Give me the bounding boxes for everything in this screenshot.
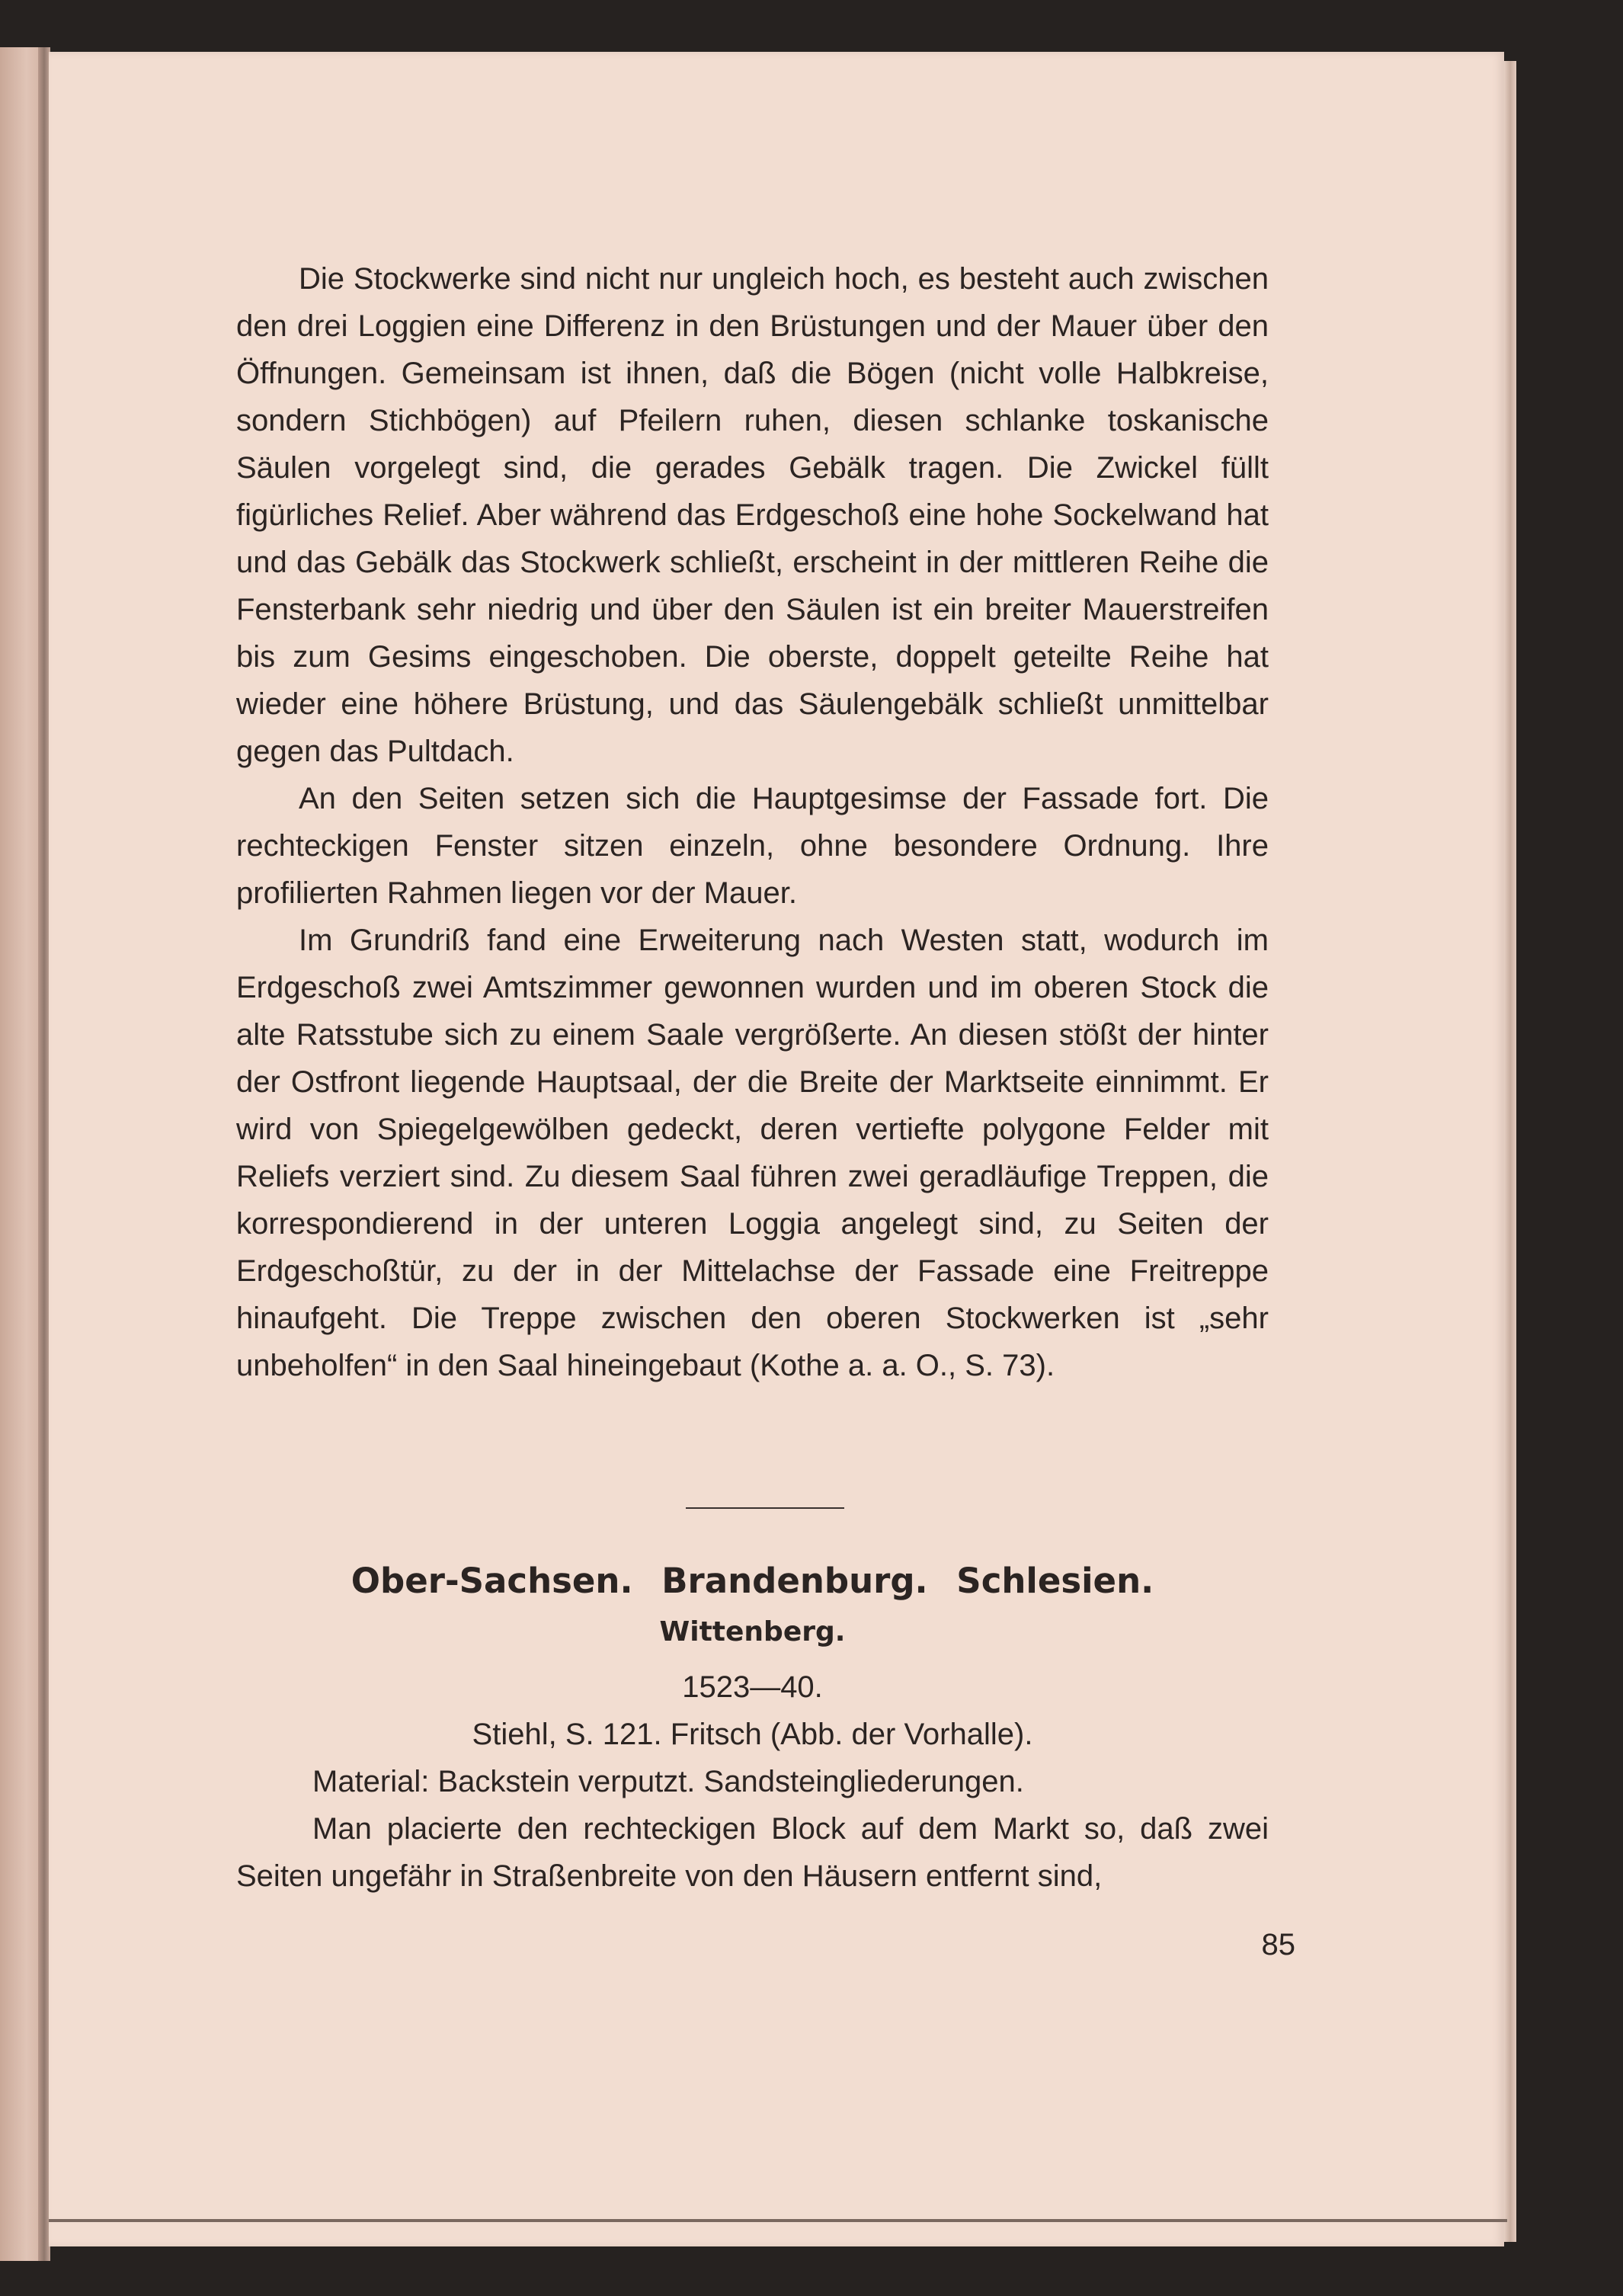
main-text-block [236,255,1269,1389]
paragraph-grundriss: Im Grundriß fand eine Erweiterung nach Westen statt, wodurch im Erdgeschoß zwei Amtszimmer gewonnen wurden und im oberen Stock die alte Ratsstube sich zu einem Saale vergrößerte. An diesen stößt der hinter der Ostfront liegende Hauptsaal, der die Breite der Marktseite einnimmt. Er wird von Spiegelgewölben gedeckt, deren vertiefte polygone Felder mit Reliefs verziert sind. Zu diesem Saal führen zwei geradläufige Treppen, die korrespondierend in der unteren Loggia angelegt sind, zu Seiten der Erdgeschoßtür, zu der in der Mittelachse der Fassade eine Freitreppe hinaufgeht. Die Treppe zwischen den oberen Stockwerken ist „sehr unbeholfen“ in den Saal hineingebaut (Kothe a. a. O., S. 73). [236,924,1269,1382]
paragraph-stockwerke: Die Stockwerke sind nicht nur ungleich hoch, es besteht auch zwischen den drei Loggien eine Differenz in den Brüstungen und der Mauer über den Öffnungen. Gemeinsam ist ihnen, daß die Bögen (nicht volle Halbkreise, sondern Stichbögen) auf Pfeilern ruhen, diesen schlanke toskanische Säulen vorgelegt sind, die gerades Gebälk tragen. Die Zwickel füllt figürliches Relief. Aber während das Erdgeschoß eine hohe Sockelwand hat und das Gebälk das Stockwerk schließt, erscheint in der mittleren Reihe die Fensterbank sehr niedrig und über den Säulen ist ein breiter Mauerstreifen bis zum Gesims eingeschoben. Die oberste, doppelt geteilte Reihe hat wieder eine höhere Brüstung, und das Säulengebälk schließt unmittelbar gegen das Pultdach. [236,262,1269,768]
material-line: Material: Backstein verputzt. Sandsteingliederungen. [312,1765,1024,1798]
sources-line: Stiehl, S. 121. Fritsch (Abb. der Vorhalle). [472,1718,1033,1751]
section-text-block [236,1664,1269,1900]
paragraph-seiten: An den Seiten setzen sich die Hauptgesimse der Fassade fort. Die rechteckigen Fenster sitzen einzeln, ohne besondere Ordnung. Ihre profilierten Rahmen liegen vor der Mauer. [236,782,1269,910]
years-line: 1523—40. [682,1670,823,1704]
page-number: 85 [1261,1928,1295,1961]
page-bottom-edge [49,2219,1507,2222]
section-paragraph: Man placierte den rechteckigen Block auf dem Markt so, daß zwei Seiten ungefähr in Straßenbreite von den Häusern entfernt sind, [236,1812,1269,1893]
page-stack-edge [1504,61,1516,2242]
city-heading: Wittenberg. [659,1616,846,1648]
section-heading: Ober-Sachsen. Brandenburg. Schlesien. [351,1561,1154,1601]
section-divider [686,1507,844,1509]
